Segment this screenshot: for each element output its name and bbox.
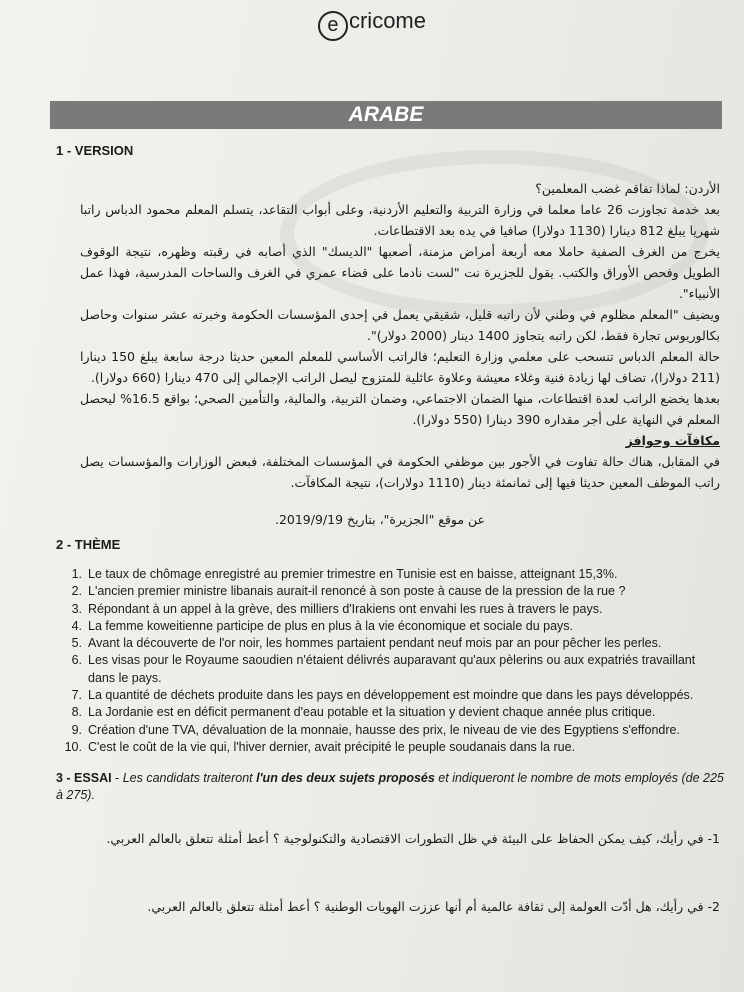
- theme-item: [64, 618, 714, 635]
- theme-item-text: La Jordanie est en déficit permanent d'eau potable et la situation y devient chaque année plus critique.: [88, 705, 656, 720]
- theme-item: [64, 739, 714, 756]
- version-paragraph-1: بعد خدمة تجاوزت 26 عاما معلما في وزارة التربية والتعليم الأردنية، وعلى أبواب التقاعد، يتسلم المعلم محمود الدباس راتبا شهريا يبلغ 812 دينارا (1130 دولارا) صافيا في يده بعد الاقتطاعات.: [80, 202, 720, 238]
- version-subheading: مكافآت وحوافز: [625, 433, 720, 448]
- theme-item: [64, 566, 714, 583]
- essai-instruction-c: et indiqueront le nombre de mots employés (de 225 à 275).: [56, 771, 724, 802]
- theme-item-number: 1.: [71, 567, 82, 581]
- theme-item-number: 5.: [71, 636, 82, 651]
- version-headline: الأردن: لماذا تفاقم غضب المعلمين؟: [535, 181, 720, 196]
- essai-instruction-a: Les candidats traiteront: [122, 771, 257, 785]
- theme-item-text: Création d'une TVA, dévaluation de la monnaie, hausse des prix, le niveau de vie des Egyptiens s'effondre.: [88, 722, 680, 737]
- ecricome-logo: [0, 8, 744, 41]
- logo-text: cricome: [348, 8, 426, 33]
- version-paragraph-3: ويضيف "المعلم مظلوم في وطني لأن راتبه قليل، شقيقي يعمل في إحدى المؤسسات الحكومة وخبرته عشر سنوات وحاصل بكالوريوس تجارة فقط، لكن راتبه يتجاوز 1400 دينار (2000 دولار)".: [80, 307, 720, 343]
- theme-item-text: Le taux de chômage enregistré au premier trimestre en Tunisie est en baisse, atteignant 15,3%.: [88, 567, 618, 581]
- version-paragraph-2: يخرج من الغرف الصفية حاملا معه أربعة أمراض مزمنة، أصعبها "الديسك" الذي أصابه في رقبته وظهره، نتيجة الوقوف الطويل وفحص الأوراق والكتب. يقول للجزيرة نت "لست نادما على قضاء عمري في الغرف والساحات المدرسية، فهذا عمل الأنبياء".: [80, 244, 720, 301]
- subject-banner: ARABE: [50, 101, 722, 129]
- version-source: عن موقع "الجزيرة"، بتاريخ 2019/9/19.: [274, 512, 486, 527]
- theme-item: [64, 601, 714, 618]
- theme-item-number: 8.: [71, 705, 82, 720]
- section-essai-title: 3 - ESSAI: [56, 771, 112, 785]
- version-paragraph-5: بعدها يخضع الراتب لعدة اقتطاعات، منها الضمان الاجتماعي، وضمان التربية، والمالية، والتأمين الصحي؛ بواقع 16.5% ليحصل المعلم في النهاية على أجر مقداره 390 دينارا (550 دولارا).: [80, 391, 720, 427]
- section-essai-heading: [56, 770, 728, 804]
- theme-item-text: Avant la découverte de l'or noir, les hommes partaient pendant neuf mois par an pour pêcher les perles.: [88, 636, 662, 651]
- section-version-title: 1 - VERSION: [56, 143, 134, 158]
- logo-mark: e: [318, 11, 348, 41]
- essai-topic-1: 1- في رأيك، كيف يمكن الحفاظ على البيئة في ظل التطورات الاقتصادية والتكنولوجية ؟ أعط أمثلة تتعلق بالعالم العربي.: [106, 831, 720, 846]
- theme-item-number: 3.: [71, 601, 82, 616]
- theme-item-text: Les visas pour le Royaume saoudien n'étaient délivrés auparavant qu'aux pèlerins ou aux expatriés travaillant dans le pays.: [88, 653, 696, 685]
- essai-separator: -: [111, 771, 123, 785]
- theme-item: [64, 722, 714, 739]
- theme-item-text: L'ancien premier ministre libanais aurait-il renoncé à son poste à cause de la pression de la rue ?: [88, 584, 626, 599]
- theme-item-number: 10.: [64, 739, 82, 754]
- theme-item: [64, 583, 714, 600]
- theme-item-number: 4.: [71, 618, 82, 633]
- theme-item-text: C'est le coût de la vie qui, l'hiver dernier, avait précipité le peuple soudanais dans la rue.: [88, 739, 576, 754]
- section-theme-title: 2 - THÈME: [56, 537, 121, 552]
- version-text: [80, 178, 720, 493]
- theme-item-number: 6.: [71, 653, 82, 668]
- essai-instruction-b: l'un des deux sujets proposés: [256, 771, 435, 785]
- theme-item: [64, 635, 714, 652]
- essai-topic-2: 2- في رأيك، هل أدّت العولمة إلى ثقافة عالمية أم أنها عززت الهويات الوطنية ؟ أعط أمثلة تتعلق بالعالم العربي.: [147, 899, 720, 914]
- theme-item: [64, 652, 714, 687]
- theme-item: [64, 704, 714, 721]
- version-paragraph-6: في المقابل، هناك حالة تفاوت في الأجور بين موظفي الحكومة في المؤسسات المختلفة، فبعض الوزارات والمؤسسات يصل راتب الموظف المعين حديثا فيها إلى ثمانمئة دينار (1110 دولارات)، نتيجة المكافآت.: [80, 454, 720, 490]
- theme-item-text: Répondant à un appel à la grève, des milliers d'Irakiens ont envahi les rues à travers le pays.: [88, 601, 603, 616]
- theme-item-number: 2.: [71, 584, 82, 599]
- theme-item-number: 9.: [71, 722, 82, 737]
- theme-list: [64, 566, 714, 756]
- version-paragraph-4: حالة المعلم الدباس تنسحب على معلمي وزارة التعليم؛ فالراتب الأساسي للمعلم المعين حديثا درجة سابعة يبلغ 150 دينارا (211 دولارا)، تضاف لها زيادة فنية وغلاء معيشة وعلاوة عائلية للمتزوج ليصل الراتب الإجمالي إلى 470 دينارا (660 دولارا).: [80, 349, 720, 385]
- theme-item-number: 7.: [71, 688, 82, 703]
- theme-item: [64, 687, 714, 704]
- theme-item-text: La quantité de déchets produite dans les pays en développement est moindre que dans les pays développés.: [88, 688, 694, 703]
- theme-item-text: La femme koweitienne participe de plus en plus à la vie économique et sociale du pays.: [88, 618, 574, 633]
